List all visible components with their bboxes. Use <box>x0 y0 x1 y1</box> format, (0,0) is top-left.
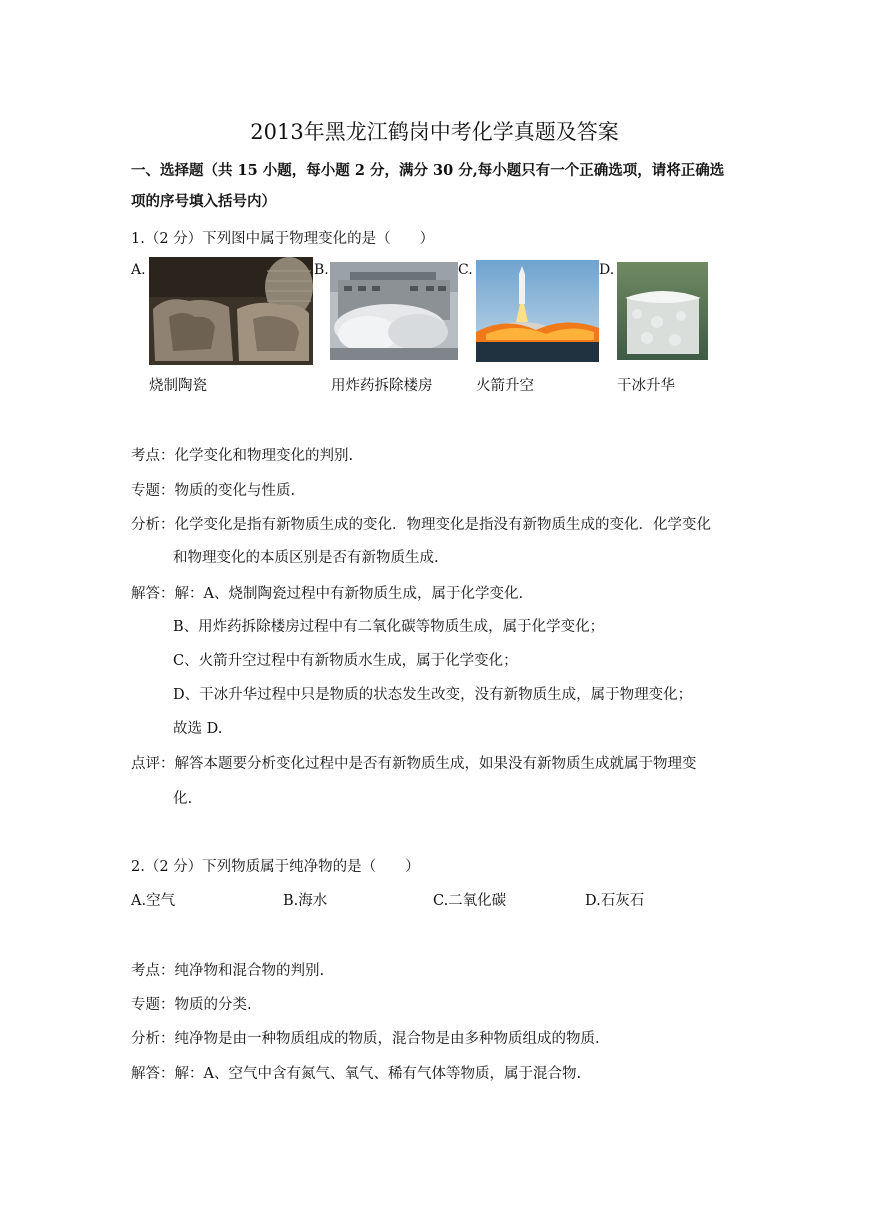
q2-kaodian: 考点：纯净物和混合物的判别. <box>131 963 325 979</box>
q1-option-c-label: C. <box>458 262 473 278</box>
q2-option-d: D.石灰石 <box>585 893 645 909</box>
q1-kaodian: 考点：化学变化和物理变化的判别. <box>131 448 354 464</box>
q1-option-b-caption: 用炸药拆除楼房 <box>331 378 433 394</box>
q1-jieda-line5: 故选 D. <box>173 721 223 737</box>
section-heading-line1: 一、选择题（共 15 小题，每小题 2 分，满分 30 分,每小题只有一个正确选项，请将正确选 <box>131 162 725 179</box>
q2-jieda-line1: 解答：解：A、空气中含有氮气、氧气、稀有气体等物质，属于混合物. <box>131 1066 582 1082</box>
q1-jieda-line3: C、火箭升空过程中有新物质水生成，属于化学变化； <box>173 653 518 669</box>
q2-fenxi: 分析：纯净物是由一种物质组成的物质，混合物是由多种物质组成的物质. <box>131 1031 600 1047</box>
q2-stem: 2.（2 分）下列物质属于纯净物的是（ ） <box>131 859 420 875</box>
q1-jieda-line2: B、用炸药拆除楼房过程中有二氧化碳等物质生成，属于化学变化； <box>173 619 605 635</box>
q2-option-a: A.空气 <box>131 893 176 909</box>
q1-dianping-line1: 点评：解答本题要分析变化过程中是否有新物质生成，如果没有新物质生成就属于物理变 <box>131 756 697 772</box>
q1-option-a-label: A. <box>131 262 146 278</box>
rocket-launch-photo <box>476 260 599 362</box>
dry-ice-sublimation-photo <box>617 262 708 360</box>
q1-stem: 1.（2 分）下列图中属于物理变化的是（ ） <box>131 231 435 247</box>
building-demolition-photo <box>330 262 458 360</box>
q2-zhuanti: 专题：物质的分类. <box>131 997 252 1013</box>
q1-option-b-label: B. <box>314 262 329 278</box>
q1-option-d-caption: 干冰升华 <box>617 378 675 394</box>
pottery-photo <box>149 257 313 365</box>
section-heading-line2: 项的序号填入括号内） <box>131 193 276 210</box>
q1-jieda-line4: D、干冰升华过程中只是物质的状态发生改变，没有新物质生成，属于物理变化； <box>173 687 693 703</box>
q1-fenxi-line1: 分析：化学变化是指有新物质生成的变化．物理变化是指没有新物质生成的变化．化学变化 <box>131 517 711 533</box>
q2-option-c: C.二氧化碳 <box>433 893 507 909</box>
q1-fenxi-line2: 和物理变化的本质区别是否有新物质生成. <box>173 550 439 566</box>
q1-option-a-caption: 烧制陶瓷 <box>149 378 207 394</box>
q1-option-c-caption: 火箭升空 <box>476 378 534 394</box>
q1-dianping-line2: 化. <box>173 791 193 807</box>
q1-zhuanti: 专题：物质的变化与性质. <box>131 483 296 499</box>
q1-jieda-line1: 解答：解：A、烧制陶瓷过程中有新物质生成，属于化学变化. <box>131 586 524 602</box>
page-title: 2013年黑龙江鹤岗中考化学真题及答案 <box>250 120 619 144</box>
q2-option-b: B.海水 <box>283 893 328 909</box>
q1-option-d-label: D. <box>599 262 615 278</box>
